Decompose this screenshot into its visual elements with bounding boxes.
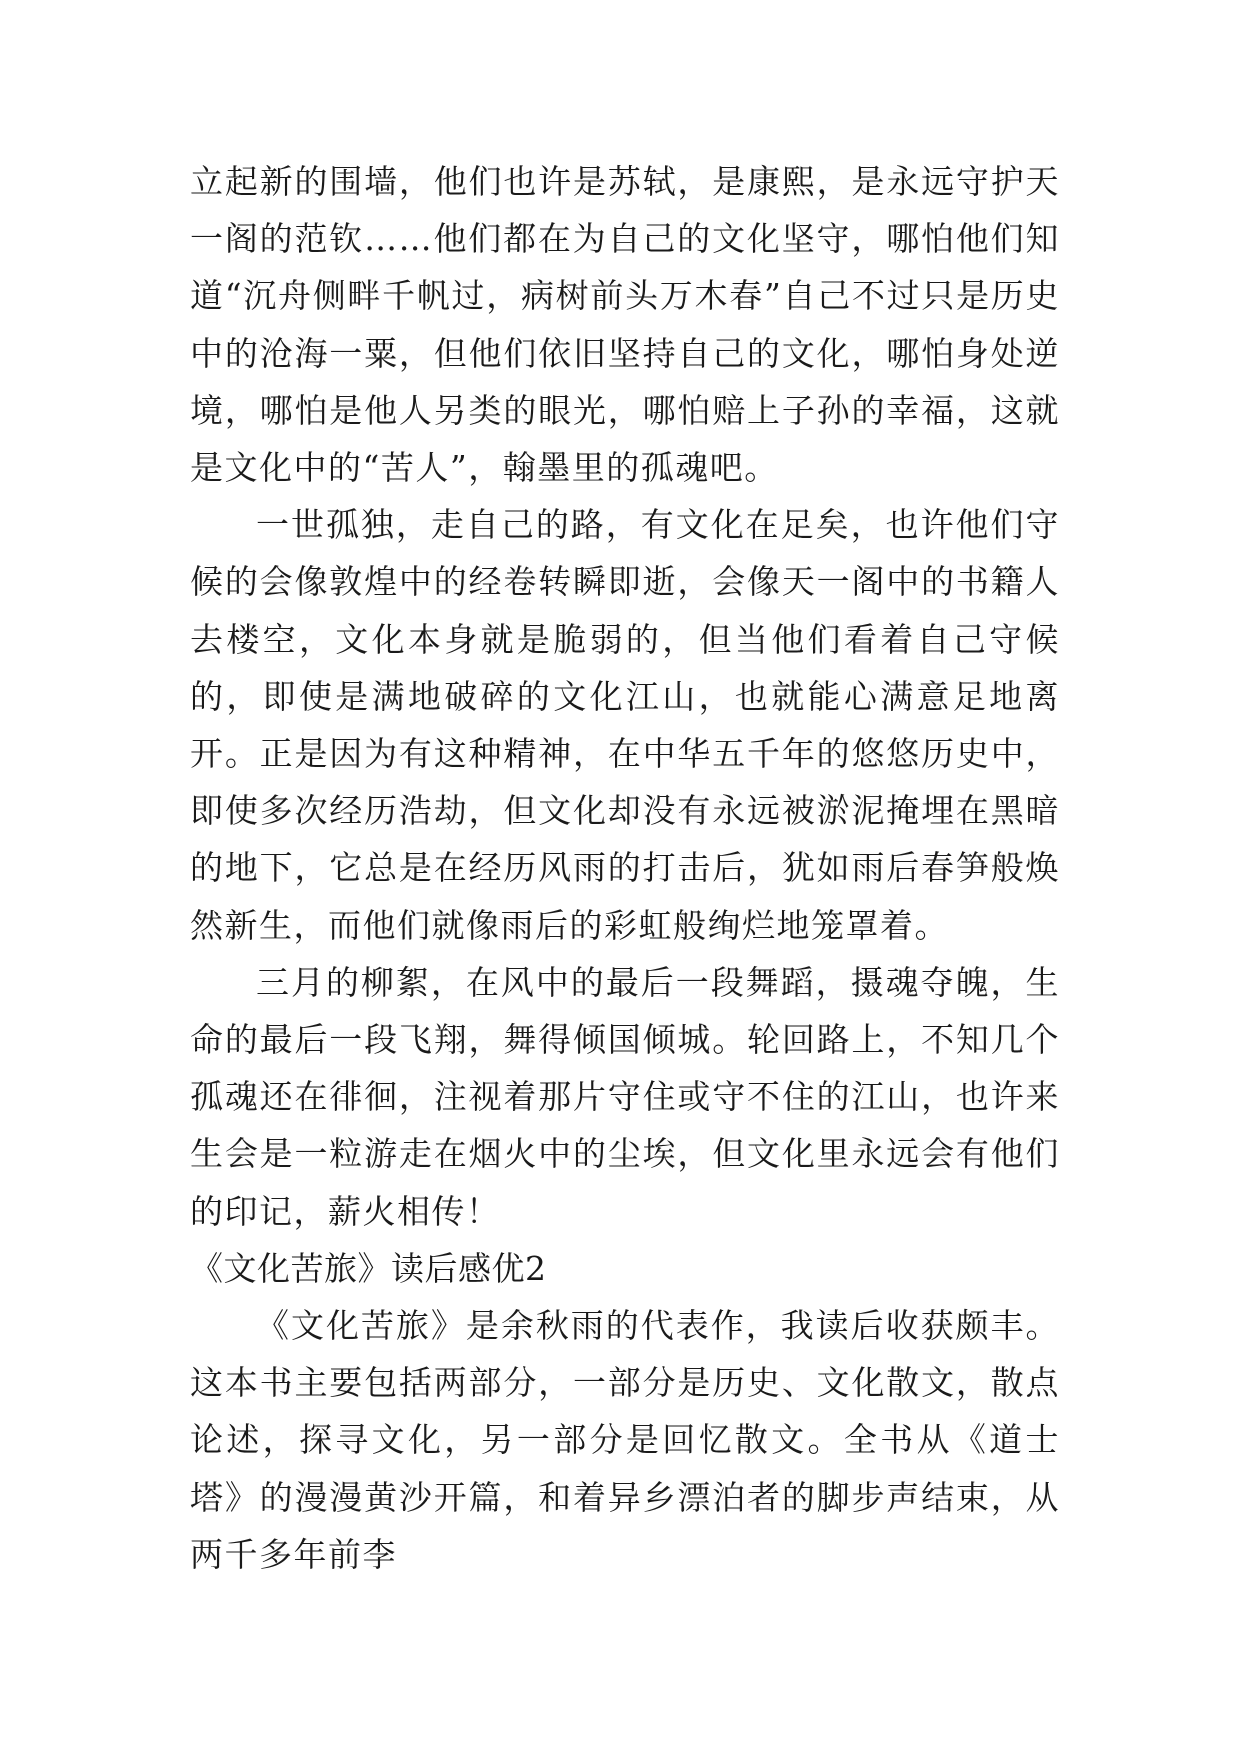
paragraph-solitude: 一世孤独，走自己的路，有文化在足矣，也许他们守候的会像敦煌中的经卷转瞬即逝，会像天一阁中的书籍人去楼空，文化本身就是脆弱的，但当他们看着自己守候的，即使是满地破碎的文化江山，也就能心满意足地离开。正是因为有这种精神，在中华五千年的悠悠历史中，即使多次经历浩劫，但文化却没有永远被淤泥掩埋在黑暗的地下，它总是在经历风雨的打击后，犹如雨后春笋般焕然新生，而他们就像雨后的彩虹般绚烂地笼罩着。 (190, 505, 1060, 945)
section-heading: 《文化苦旅》读后感优2 (190, 1248, 547, 1288)
paragraph-book-intro: 《文化苦旅》是余秋雨的代表作，我读后收获颇丰。这本书主要包括两部分，一部分是历史、文化散文，散点论述，探寻文化，另一部分是回忆散文。全书从《道士塔》的漫漫黄沙开篇，和着异乡漂泊者的脚步声结束，从两千多年前李 (190, 1306, 1060, 1574)
document-body (190, 153, 1060, 1583)
paragraph-willow-catkins: 三月的柳絮，在风中的最后一段舞蹈，摄魂夺魄，生命的最后一段飞翔，舞得倾国倾城。轮回路上，不知几个孤魂还在徘徊，注视着那片守住或守不住的江山，也许来生会是一粒游走在烟火中的尘埃，但文化里永远会有他们的印记，薪火相传！ (190, 962, 1060, 1231)
paragraph-continued: 立起新的围墙，他们也许是苏轼，是康熙，是永远守护天一阁的范钦……他们都在为自己的文化坚守，哪怕他们知道“沉舟侧畔千帆过，病树前头万木春”自己不过只是历史中的沧海一粟，但他们依旧坚持自己的文化，哪怕身处逆境，哪怕是他人另类的眼光，哪怕赔上子孙的幸福，这就是文化中的“苦人”，翰墨里的孤魂吧。 (190, 162, 1060, 488)
